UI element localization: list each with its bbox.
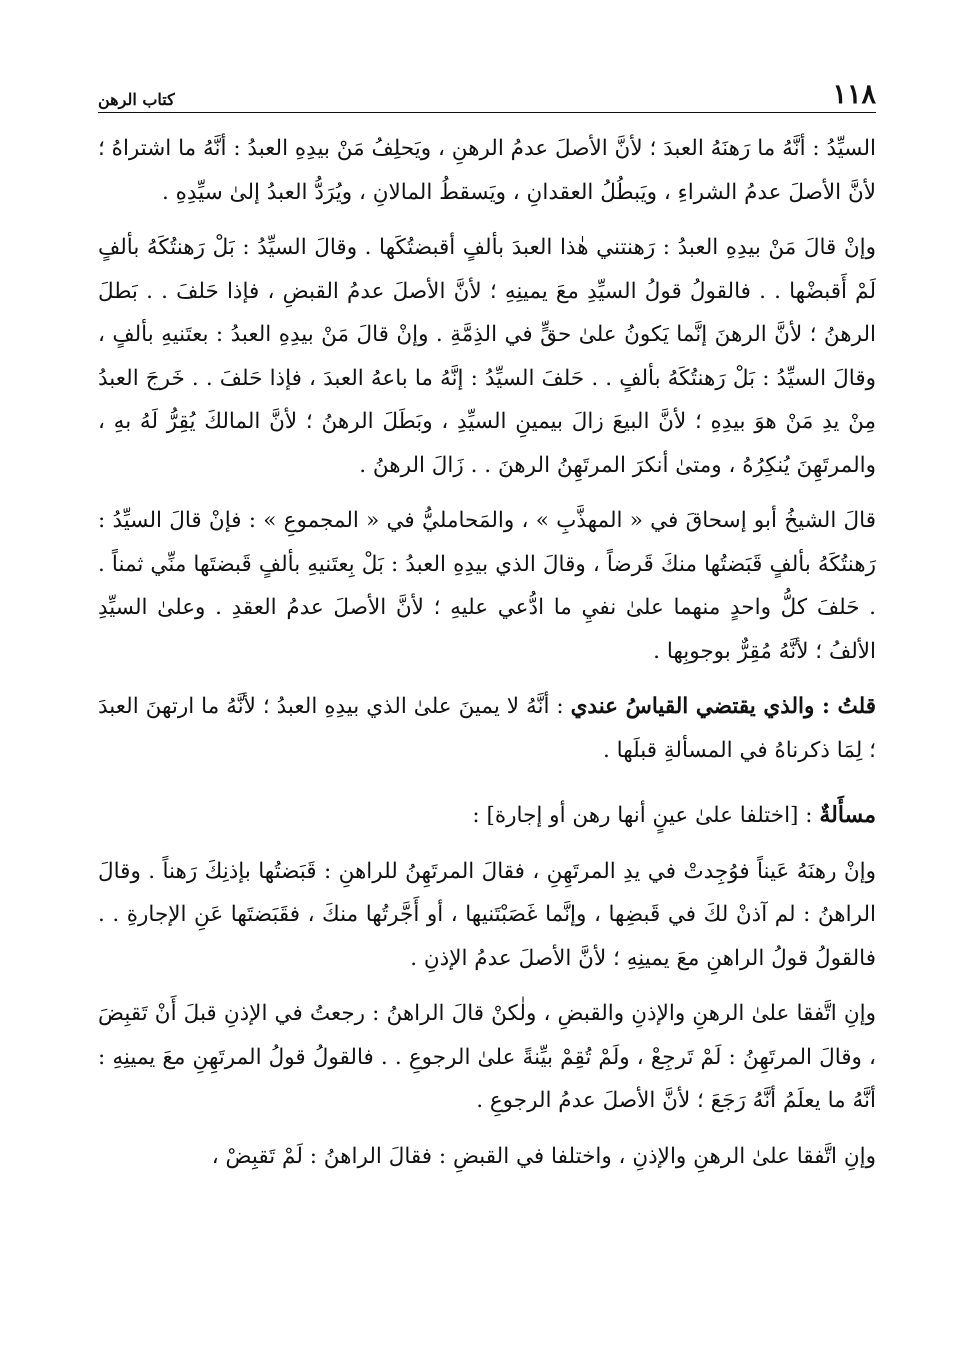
- running-title: كتاب الرهن: [98, 90, 175, 109]
- masala-title: : [اختلفا علىٰ عينٍ أنها رهن أو إجارة] :: [472, 803, 820, 828]
- page-body: [98, 127, 876, 1178]
- paragraph: وإنِ اتَّفقا علىٰ الرهنِ والإذنِ ، واختلفا في القبضِ : فقالَ الراهنُ : لَمْ تَقبِضْ ،: [211, 1143, 876, 1169]
- paragraph: السيِّدُ : أنَّهُ ما رَهنَهُ العبدَ ؛ لأنَّ الأصلَ عدمُ الرهنِ ، ويَحلِفُ مَنْ بيدِهِ العبدُ : أنَّهُ ما اشتراهُ ؛ لأنَّ الأصلَ عدمُ الشراءِ ، ويَبطُلُ العقدانِ ، ويَسقطُ المالانِ ، ويُرَدُّ العبدُ إلىٰ سيِّدِهِ .: [98, 136, 876, 205]
- book-page: [98, 78, 876, 1348]
- page-number: ١١٨: [832, 79, 876, 110]
- paragraph: وإنْ رهنَهُ عَيناً فوُجِدتْ في يدِ المرتَهِنِ ، فقالَ المرتَهِنُ للراهنِ : قَبَضتُها بإذنِكَ رَهناً . وقالَ الراهنُ : لم آذنْ لكَ في قَبضِها ، وإنَّما غَصَبْتَنيها ، أو أَجَّرتُها منكَ ، فقَبَضتَها عَنِ الإجارةِ . . فالقولُ قولُ الراهنِ معَ يمينِهِ ؛ لأنَّ الأصلَ عدمُ الإذنِ .: [98, 858, 876, 971]
- qultu-text: : أنَّهُ لا يمينَ علىٰ الذي بيدِهِ العبدُ ؛ لأنَّهُ ما ارتهنَ العبدَ ؛ لِمَا ذكرناهُ في المسألةِ قبلَها .: [98, 694, 876, 763]
- masala-heading: [98, 794, 876, 838]
- qultu-paragraph: [98, 685, 876, 772]
- paragraph: قالَ الشيخُ أبو إسحاقَ في « المهذَّبِ » ، والمَحامليُّ في « المجموعِ » : فإنْ قالَ السيِّدُ : رَهنتُكَهُ بألفٍ قَبَضتُها منكَ قَرضاً ، وقالَ الذي بيدِهِ العبدُ : بَلْ بِعتَنيهِ بألفٍ قَبضتَها منِّي ثمناً . . حَلفَ كلُّ واحدٍ منهما علىٰ نفيِ ما ادُّعي عليهِ ؛ لأنَّ الأصلَ عدمُ العقدِ . وعلىٰ السيِّدِ الألفُ ؛ لأنَّهُ مُقِرٌّ بوجوبِها .: [98, 508, 876, 664]
- paragraph: وإنْ قالَ مَنْ بيدِهِ العبدُ : رَهنتني هٰذا العبدَ بألفٍ أقبضتُكَها . وقالَ السيِّدُ : بَلْ رَهنتُكَهُ بألفٍ لَمْ أَقبضْها . . فالقولُ قولُ السيِّدِ معَ يمينِهِ ؛ لأنَّ الأصلَ عدمُ القبضِ ، فإذا حَلفَ . . بَطلَ الرهنُ ؛ لأنَّ الرهنَ إنَّما يَكونُ علىٰ حقٍّ في الذِمَّةِ . وإنْ قالَ مَنْ بيدِهِ العبدُ : بعتَنيهِ بألفٍ ، وقالَ السيِّدُ : بَلْ رَهنتُكَهُ بألفٍ . . حَلفَ السيِّدُ : إنَّهُ ما باعهُ العبدَ ، فإذا حَلفَ . . خَرجَ العبدُ مِنْ يدِ مَنْ هوَ بيدِهِ ؛ لأنَّ البيعَ زالَ بيمينِ السيِّدِ ، وبَطَلَ الرهنُ ؛ لأنَّ المالكَ يُقِرُّ لَهُ بهِ ، والمرتَهِنَ يُنكِرُهُ ، ومتىٰ أنكرَ المرتَهِنُ الرهنَ . . زَالَ الرهنُ .: [98, 235, 876, 478]
- page-header: [98, 78, 876, 113]
- paragraph: وإنِ اتَّفقا علىٰ الرهنِ والإذنِ والقبضِ ، ولٰكنْ قالَ الراهنُ : رجعتُ في الإذنِ قبلَ أَنْ تَقبِضَ ، وقالَ المرتَهِنُ : لَمْ تَرجِعْ ، ولَمْ تُقِمْ بيِّنةً علىٰ الرجوعِ . . فالقولُ قولُ المرتَهِنِ معَ يمينِهِ : أنَّهُ ما يعلَمُ أنَّهُ رَجَعَ ؛ لأنَّ الأصلَ عدمُ الرجوعِ .: [98, 1001, 876, 1113]
- masala-label: مسأَلةٌ: [819, 802, 876, 828]
- qultu-lead: قلتُ : والذي يقتضي القياسُ عندي: [570, 694, 876, 719]
